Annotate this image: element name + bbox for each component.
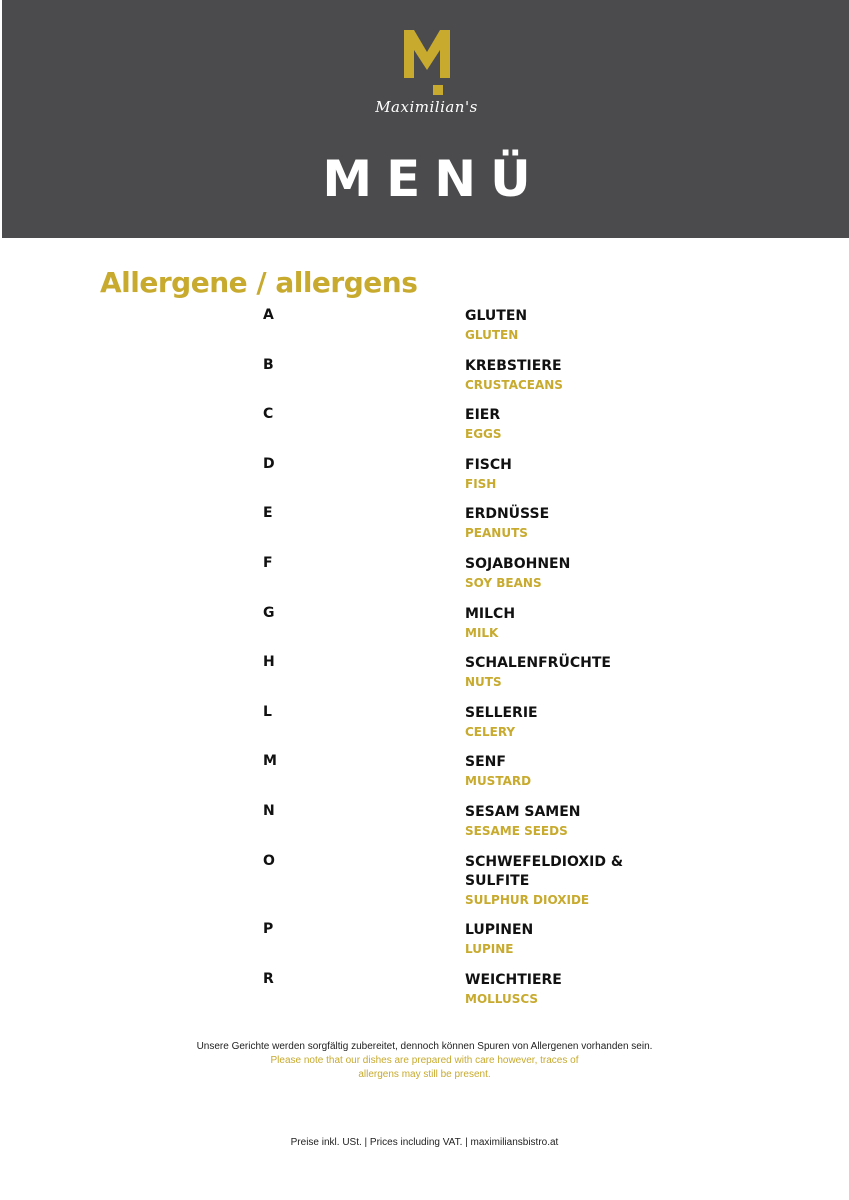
allergen-name-en: PEANUTS xyxy=(465,526,528,541)
allergen-code: D xyxy=(263,455,275,472)
allergen-name-en: SESAME SEEDS xyxy=(465,823,568,838)
allergen-name-de xyxy=(465,555,635,592)
allergen-name-de-text: FISCH xyxy=(465,456,512,473)
allergen-name-de xyxy=(465,803,635,840)
allergen-code: G xyxy=(263,604,275,621)
allergen-name-de xyxy=(465,505,635,542)
allergen-row xyxy=(0,851,849,920)
note-english-line2: allergens may still be present. xyxy=(358,1069,491,1080)
allergen-name-de xyxy=(465,456,635,493)
allergen-row xyxy=(0,603,849,653)
allergen-name-de-text: MILCH xyxy=(465,605,516,622)
allergen-name-de xyxy=(465,753,635,790)
allergen-note xyxy=(0,1040,849,1082)
allergen-name-de xyxy=(465,307,635,344)
allergen-name-de-text: WEICHTIERE xyxy=(465,971,562,988)
logo-m-icon xyxy=(402,28,452,100)
allergen-name-en: CRUSTACEANS xyxy=(465,377,563,392)
allergen-name-de-text: LUPINEN xyxy=(465,922,534,939)
allergen-row xyxy=(0,969,849,1019)
allergen-code: F xyxy=(263,554,273,571)
allergen-name-en: EGGS xyxy=(465,427,502,442)
allergen-list xyxy=(0,305,849,1018)
allergen-code: P xyxy=(263,921,274,938)
allergen-code: H xyxy=(263,654,275,671)
allergen-name-de xyxy=(465,605,635,642)
note-german: Unsere Gerichte werden sorgfältig zubereitet, dennoch können Spuren von Allergenen vorhanden sein. xyxy=(196,1041,653,1052)
allergen-row xyxy=(0,454,849,504)
allergen-name-de xyxy=(465,406,635,443)
note-english-line1: Please note that our dishes are prepared with care however, traces of xyxy=(270,1055,579,1066)
allergen-code: C xyxy=(263,406,274,423)
allergen-name-de-text: ERDNÜSSE xyxy=(465,506,550,523)
allergen-code: M xyxy=(263,753,277,770)
section-title: Allergene / allergens xyxy=(100,266,418,299)
allergen-name-de-text: GLUTEN xyxy=(465,308,528,324)
allergen-name-de-text: KREBSTIERE xyxy=(465,357,562,374)
allergen-row xyxy=(0,305,849,355)
allergen-row xyxy=(0,702,849,752)
allergen-name-de-text: SCHALENFRÜCHTE xyxy=(465,655,611,672)
allergen-name-en: CELERY xyxy=(465,724,516,739)
allergen-name-de xyxy=(465,853,635,909)
allergen-name-en: FISH xyxy=(465,476,497,491)
allergen-name-en: SULPHUR DIOXIDE xyxy=(465,892,590,907)
footer-text: Preise inkl. USt. | Prices including VAT. | maximiliansbistro.at xyxy=(290,1137,559,1148)
allergen-name-de xyxy=(465,921,635,958)
header-banner xyxy=(2,0,849,238)
allergen-name-en: SOY BEANS xyxy=(465,575,542,590)
allergen-name-de-text: SCHWEFELDIOXID & SULFITE xyxy=(465,853,624,889)
page-title: MENÜ xyxy=(322,150,545,208)
allergen-name-de xyxy=(465,704,635,741)
logo-wordmark: Maximilian's xyxy=(375,98,478,116)
allergen-row xyxy=(0,801,849,851)
allergen-name-en: GLUTEN xyxy=(465,328,519,342)
allergen-name-en: MOLLUSCS xyxy=(465,991,539,1006)
allergen-row xyxy=(0,652,849,702)
allergen-name-en: NUTS xyxy=(465,675,502,690)
allergen-name-de xyxy=(465,971,635,1008)
allergen-row xyxy=(0,355,849,405)
allergen-row xyxy=(0,503,849,553)
allergen-name-de-text: SELLERIE xyxy=(465,704,538,721)
allergen-code: E xyxy=(263,505,273,522)
allergen-name-de xyxy=(465,654,635,691)
allergen-name-de-text: SESAM SAMEN xyxy=(465,803,581,820)
allergen-code: L xyxy=(263,703,272,720)
allergen-code: N xyxy=(263,802,275,819)
allergen-code: B xyxy=(263,356,274,373)
allergen-row xyxy=(0,919,849,969)
allergen-name-en: LUPINE xyxy=(465,942,514,957)
allergen-name-en: MUSTARD xyxy=(465,774,532,789)
allergen-row xyxy=(0,553,849,603)
allergen-row xyxy=(0,404,849,454)
allergen-name-de-text: SOJABOHNEN xyxy=(465,555,571,572)
allergen-row xyxy=(0,751,849,801)
allergen-name-de-text: EIER xyxy=(465,407,501,424)
allergen-name-en: MILK xyxy=(465,625,499,640)
allergen-code: R xyxy=(263,970,274,987)
allergen-code: O xyxy=(263,852,275,869)
allergen-code: A xyxy=(263,307,274,323)
allergen-name-de-text: SENF xyxy=(465,754,506,771)
allergen-name-de xyxy=(465,357,635,394)
